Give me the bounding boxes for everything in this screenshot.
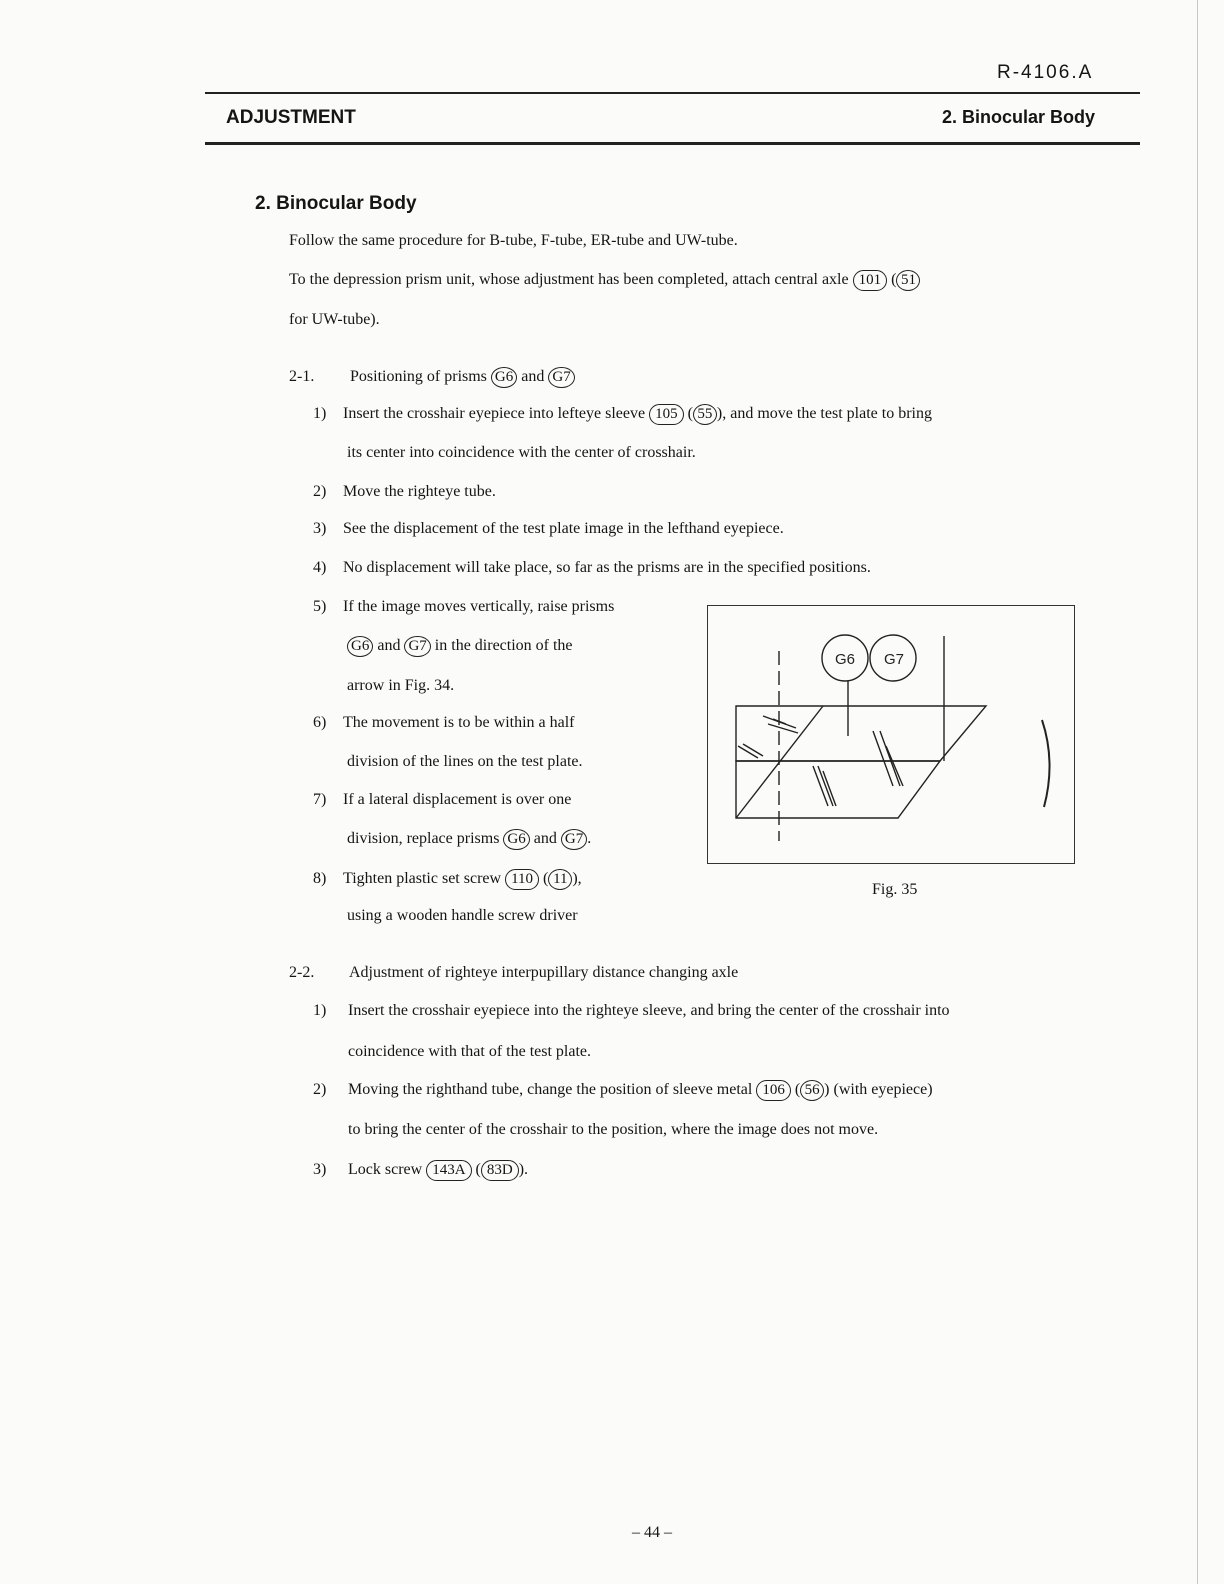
part-ref-g7: G7 bbox=[548, 367, 574, 388]
intro-line-2: To the depression prism unit, whose adjustment has been completed, attach central axle 101 ( 51 bbox=[289, 270, 920, 291]
step-2-1-3 bbox=[313, 520, 784, 538]
step-2-2-1-line-2: coincidence with that of the test plate. bbox=[348, 1043, 592, 1060]
part-ref-106: 106 bbox=[756, 1080, 791, 1101]
step-2-1-8: 8) Tighten plastic set screw 110 ( 11 ), bbox=[313, 869, 582, 890]
step-2-1-4 bbox=[313, 559, 871, 577]
header-section-right: 2. Binocular Body bbox=[942, 107, 1096, 127]
part-ref-g6: G6 bbox=[347, 636, 373, 657]
and-text: and bbox=[533, 830, 557, 847]
step-2-1-1: 1) Insert the crosshair eyepiece into lefteye sleeve 105 ( 55 ), and move the test plate to bring bbox=[313, 404, 932, 425]
intro-line-3: for UW-tube). bbox=[289, 311, 380, 328]
step-text: Moving the righthand tube, change the position of sleeve metal bbox=[348, 1081, 753, 1098]
step-text: No displacement will take place, so far as the prisms are in the specified positions. bbox=[343, 559, 871, 576]
step-2-1-6-line-2: division of the lines on the test plate. bbox=[347, 753, 583, 770]
step-2-2-1 bbox=[313, 1002, 950, 1020]
step-text: in the direction of the bbox=[434, 637, 573, 654]
subsection-2-1-heading bbox=[289, 367, 575, 388]
step-2-1-5-line-2 bbox=[347, 636, 573, 657]
header-rule-bottom bbox=[205, 142, 1140, 145]
step-number: 3) bbox=[313, 520, 327, 537]
part-ref-51: 51 bbox=[896, 270, 920, 291]
step-2-1-5 bbox=[313, 598, 614, 616]
part-ref-g6: G6 bbox=[503, 829, 529, 850]
part-ref-g7: G7 bbox=[404, 636, 430, 657]
figure-label-g6: G6 bbox=[834, 651, 856, 668]
step-number: 6) bbox=[313, 714, 327, 731]
step-2-1-6 bbox=[313, 714, 575, 732]
step-text: Insert the crosshair eyepiece into the righteye sleeve, and bring the center of the crosshair into bbox=[348, 1002, 950, 1019]
step-2-1-5-line-3: arrow in Fig. 34. bbox=[347, 677, 455, 694]
step-number: 2) bbox=[313, 483, 327, 500]
figure-label-g7: G7 bbox=[883, 651, 905, 668]
part-ref-143a: 143A bbox=[426, 1160, 471, 1181]
step-number: 7) bbox=[313, 791, 327, 808]
step-number: 1) bbox=[313, 405, 327, 422]
part-ref-55: 55 bbox=[693, 404, 717, 425]
figure-35-drawing bbox=[708, 606, 1074, 863]
and-text: and bbox=[377, 637, 401, 654]
step-number: 4) bbox=[313, 559, 327, 576]
step-text: If a lateral displacement is over one bbox=[343, 791, 572, 808]
step-text: See the displacement of the test plate image in the lefthand eyepiece. bbox=[343, 520, 784, 537]
subsection-2-2-title: Adjustment of righteye interpupillary distance changing axle bbox=[349, 964, 739, 981]
step-text: If the image moves vertically, raise prisms bbox=[343, 598, 615, 615]
step-text: Lock screw bbox=[348, 1161, 423, 1178]
figure-35-caption: Fig. 35 bbox=[872, 881, 918, 898]
step-text: Insert the crosshair eyepiece into lefteye sleeve bbox=[343, 405, 646, 422]
page-number: – 44 – bbox=[632, 1524, 672, 1541]
part-ref-56: 56 bbox=[800, 1080, 824, 1101]
step-number: 8) bbox=[313, 870, 327, 887]
part-ref-101: 101 bbox=[853, 270, 888, 291]
figure-35-frame bbox=[707, 605, 1075, 864]
intro-line-2-text: To the depression prism unit, whose adjustment has been completed, attach central axle bbox=[289, 271, 849, 288]
scan-edge-line bbox=[1197, 0, 1198, 1584]
subsection-2-2-heading bbox=[289, 964, 738, 982]
part-ref-83d: 83D bbox=[481, 1160, 519, 1181]
step-text: The movement is to be within a half bbox=[343, 714, 575, 731]
step-2-2-3: 3) Lock screw 143A ( 83D ). bbox=[313, 1160, 528, 1181]
step-text: Move the righteye tube. bbox=[343, 483, 496, 500]
step-number: 3) bbox=[313, 1161, 327, 1178]
figure-35-bracket bbox=[1034, 712, 1064, 812]
step-2-1-7 bbox=[313, 791, 571, 809]
document-code: R-4106.A bbox=[997, 62, 1094, 83]
step-number: 5) bbox=[313, 598, 327, 615]
step-text: Tighten plastic set screw bbox=[343, 870, 502, 887]
step-2-2-2: 2) Moving the righthand tube, change the position of sleeve metal 106 ( 56 ) (with eyepiece) bbox=[313, 1080, 933, 1101]
step-2-1-2 bbox=[313, 483, 496, 501]
intro-line-1: Follow the same procedure for B-tube, F-tube, ER-tube and UW-tube. bbox=[289, 232, 738, 249]
header-rule-top bbox=[205, 92, 1140, 94]
step-text: division, replace prisms bbox=[347, 830, 500, 847]
part-ref-110: 110 bbox=[505, 869, 539, 890]
part-ref-g7: G7 bbox=[561, 829, 587, 850]
section-title: 2. Binocular Body bbox=[255, 193, 417, 214]
step-2-1-7-line-2: division, replace prisms G6 and G7 . bbox=[347, 829, 591, 850]
header-section-left: ADJUSTMENT bbox=[226, 107, 356, 128]
and-text: and bbox=[521, 368, 545, 385]
subsection-2-1-number: 2-1. bbox=[289, 368, 315, 385]
step-text-post: ), and move the test plate to bring bbox=[716, 405, 932, 422]
subsection-2-2-number: 2-2. bbox=[289, 964, 315, 981]
step-2-1-8-line-2: using a wooden handle screw driver bbox=[347, 907, 578, 924]
subsection-2-1-title: Positioning of prisms bbox=[350, 368, 487, 385]
part-ref-11: 11 bbox=[548, 869, 572, 890]
step-2-2-2-line-2: to bring the center of the crosshair to the position, where the image does not move. bbox=[348, 1121, 879, 1138]
part-ref-105: 105 bbox=[649, 404, 684, 425]
part-ref-g6: G6 bbox=[491, 367, 517, 388]
step-2-1-1-line-2: its center into coincidence with the center of crosshair. bbox=[347, 444, 696, 461]
step-text-post: ) (with eyepiece) bbox=[824, 1081, 933, 1098]
step-number: 1) bbox=[313, 1002, 327, 1019]
step-number: 2) bbox=[313, 1081, 327, 1098]
